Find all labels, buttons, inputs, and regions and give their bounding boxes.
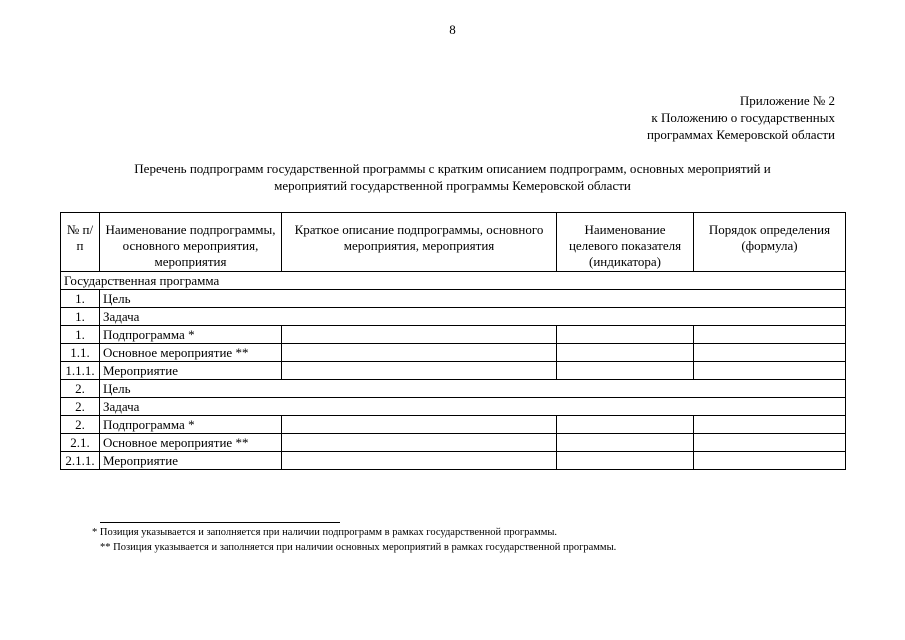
row-name-cell: Задача [100,398,846,416]
footnote-1: * Позиция указывается и заполняется при наличии подпрограмм в рамках государственной программы. [92,527,558,538]
header-number: № п/п [61,213,100,272]
row-name-cell: Основное мероприятие ** [100,434,282,452]
table-row [61,398,846,416]
row-indicator-cell [557,434,694,452]
row-indicator-cell [557,326,694,344]
document-title-line-2: мероприятий государственной программы Кемеровской области [274,178,631,193]
subprograms-table [60,212,846,470]
row-formula-cell [694,452,846,470]
row-description-cell [282,326,557,344]
row-name-cell: Основное мероприятие ** [100,344,282,362]
header-formula: Порядок определения (формула) [694,213,846,272]
row-description-cell [282,434,557,452]
appendix-line-3: программах Кемеровской области [646,127,835,142]
row-indicator-cell [557,344,694,362]
row-number-cell: 2. [61,380,100,398]
row-indicator-cell [557,452,694,470]
row-name-cell: Подпрограмма * [100,416,282,434]
row-formula-cell [694,344,846,362]
row-description-cell [282,362,557,380]
row-name-cell: Цель [100,290,846,308]
program-cell: Государственная программа [61,272,846,290]
row-formula-cell [694,434,846,452]
table-header-row [61,213,846,272]
row-number-cell: 2.1. [61,434,100,452]
header-description: Краткое описание подпрограммы, основного мероприятия, мероприятия [282,213,557,272]
header-name: Наименование подпрограммы, основного мероприятия, мероприятия [100,213,282,272]
table-row [61,290,846,308]
row-number-cell: 2.1.1. [61,452,100,470]
row-description-cell [282,452,557,470]
row-number-cell: 1. [61,308,100,326]
row-name-cell: Мероприятие [100,362,282,380]
row-number-cell: 1. [61,326,100,344]
row-description-cell [282,416,557,434]
table-row [61,326,846,344]
appendix-header [647,92,835,143]
footnote-divider [100,522,340,523]
row-indicator-cell [557,362,694,380]
row-number-cell: 2. [61,416,100,434]
row-number-cell: 1.1. [61,344,100,362]
table-row [61,362,846,380]
page-number: 8 [449,22,456,37]
table-body [61,272,846,470]
row-formula-cell [694,416,846,434]
header-indicator: Наименование целевого показателя (индикатора) [557,213,694,272]
footnote-2: ** Позиция указывается и заполняется при наличии основных мероприятий в рамках государственной программы. [100,542,617,553]
row-number-cell: 2. [61,398,100,416]
table-row [61,344,846,362]
table-row [61,308,846,326]
appendix-line-2: к Положению о государственных [651,110,835,125]
row-description-cell [282,344,557,362]
table-row [61,452,846,470]
document-title [60,160,845,194]
table-row [61,416,846,434]
row-number-cell: 1.1.1. [61,362,100,380]
row-name-cell: Мероприятие [100,452,282,470]
appendix-line-1: Приложение № 2 [739,93,835,108]
table-row-program [61,272,846,290]
row-indicator-cell [557,416,694,434]
row-formula-cell [694,362,846,380]
row-name-cell: Задача [100,308,846,326]
row-name-cell: Цель [100,380,846,398]
row-number-cell: 1. [61,290,100,308]
table-row [61,434,846,452]
row-name-cell: Подпрограмма * [100,326,282,344]
table-row [61,380,846,398]
row-formula-cell [694,326,846,344]
document-title-line-1: Перечень подпрограмм государственной программы с кратким описанием подпрограмм, основных мероприятий и [134,161,771,176]
